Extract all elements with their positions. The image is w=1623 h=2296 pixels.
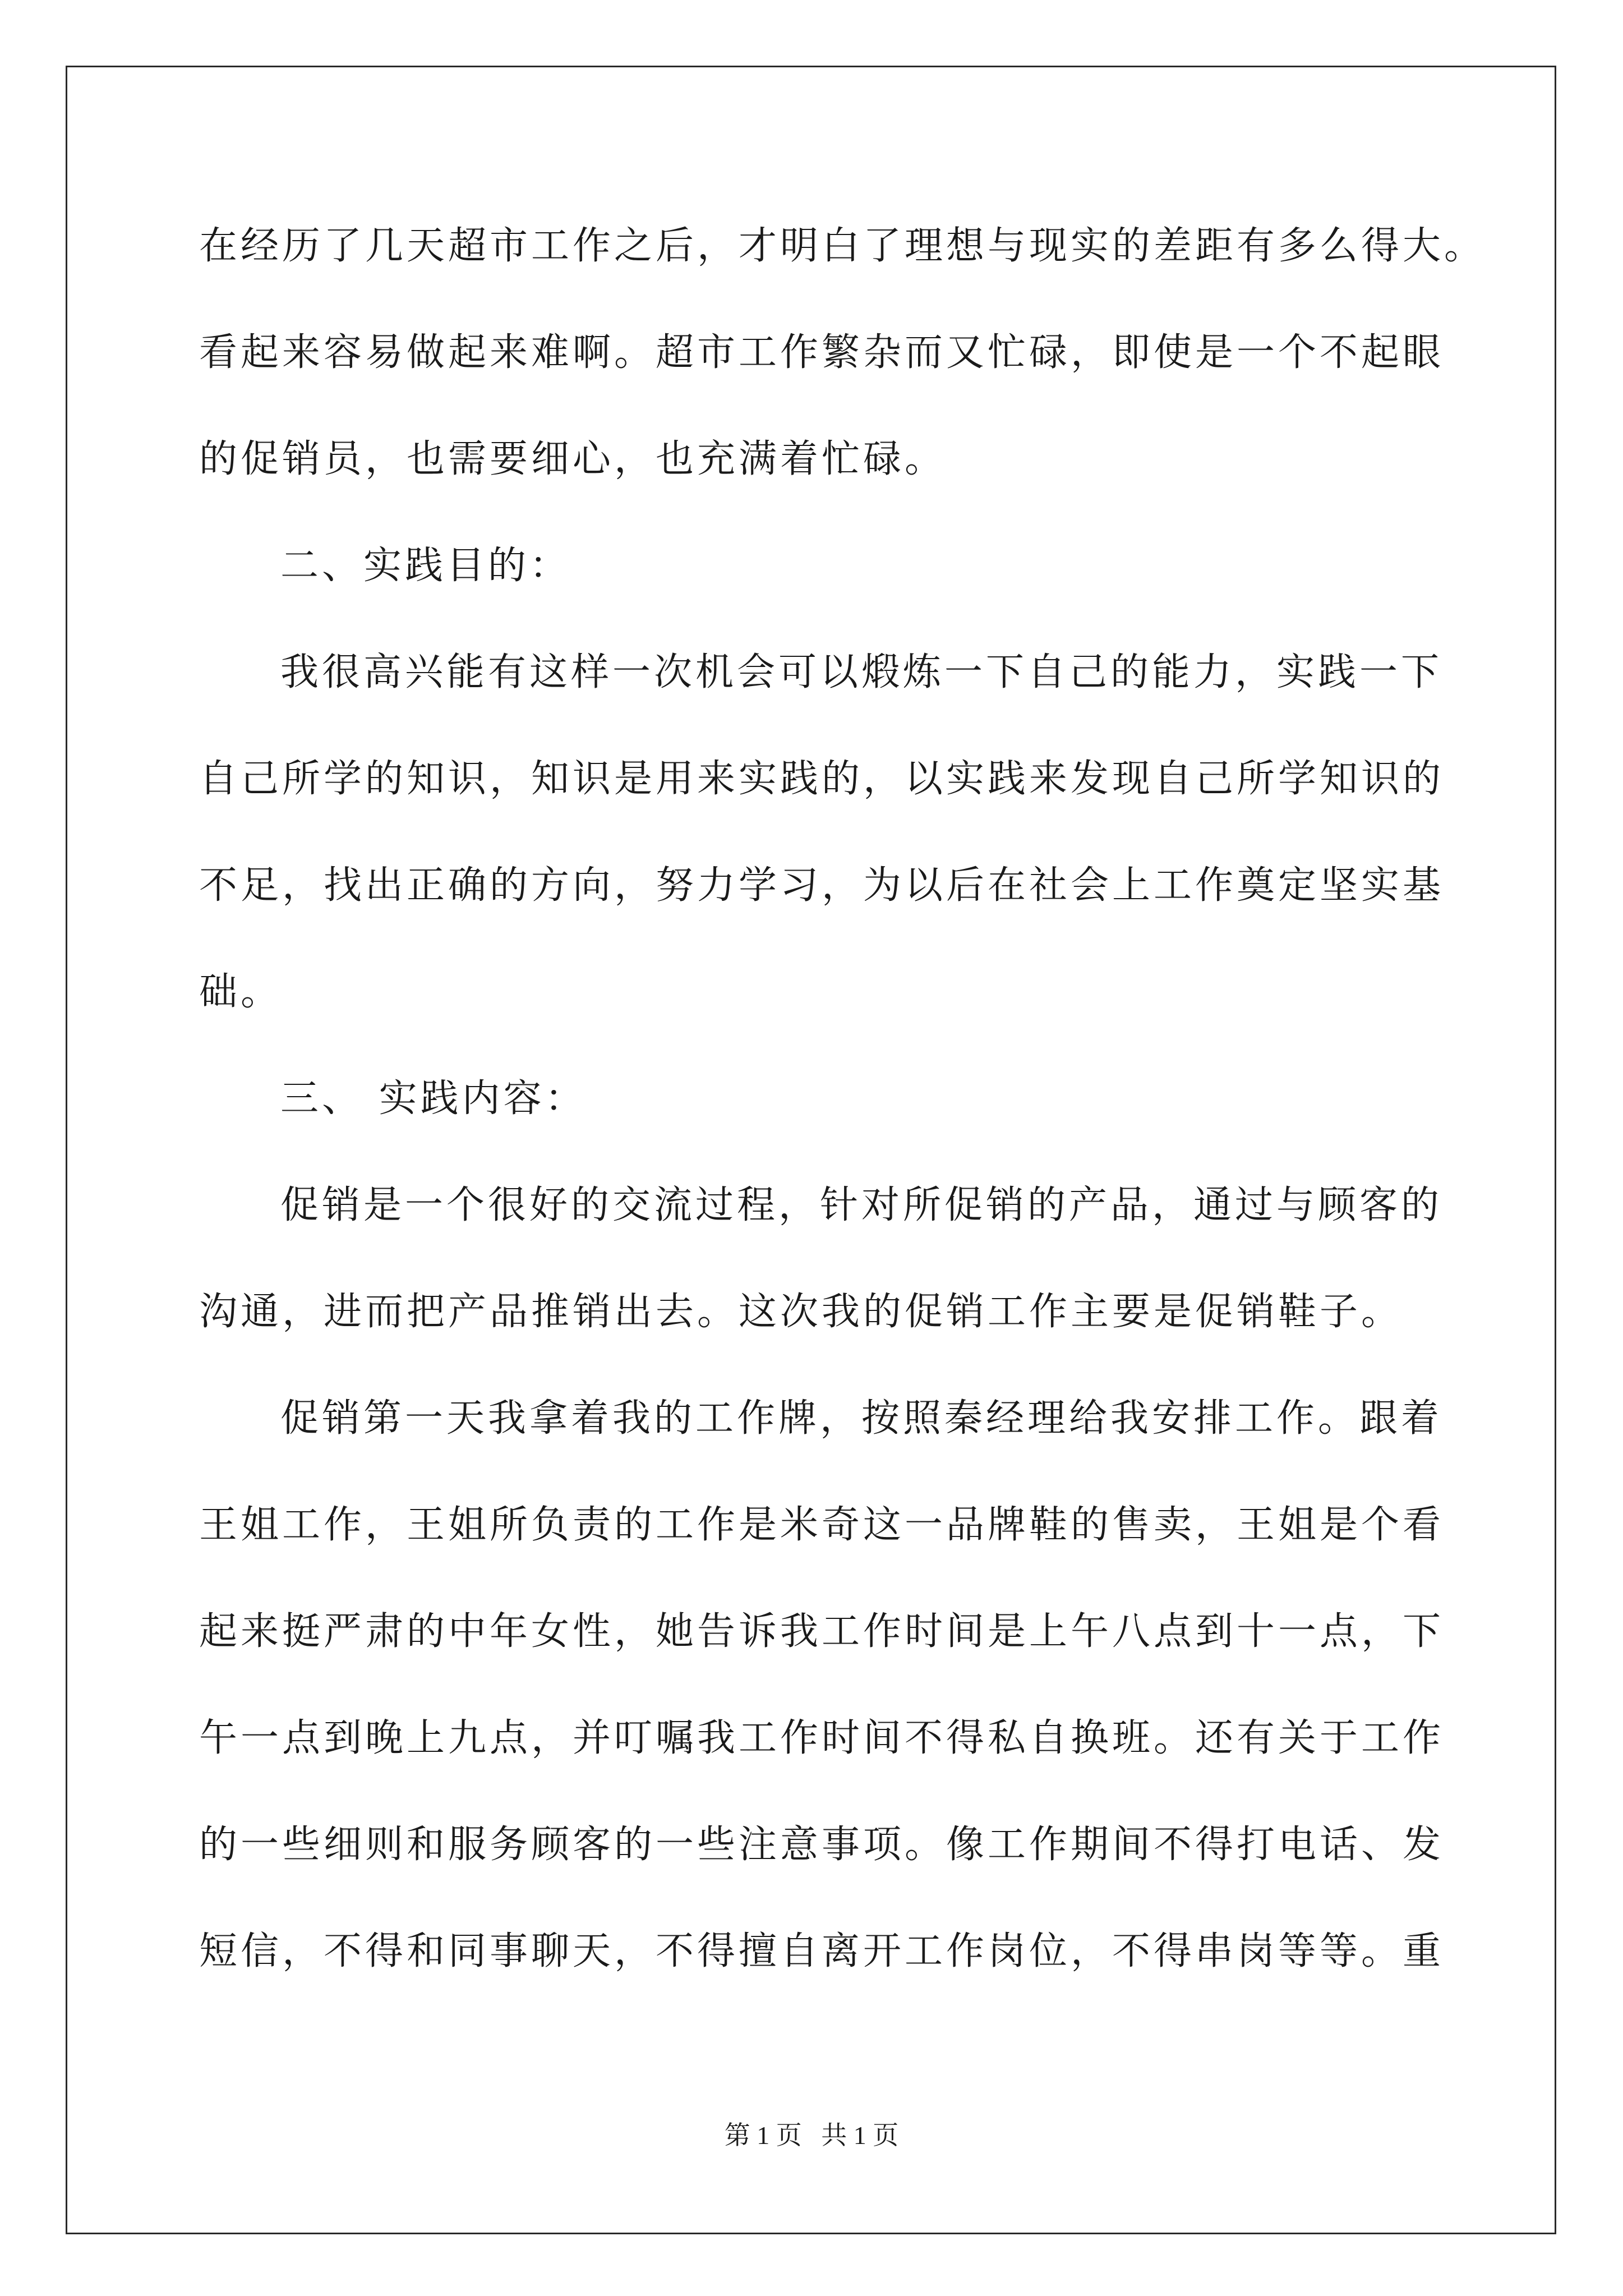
text-line-13: 王姐工作，王姐所负责的工作是米奇这一品牌鞋的售卖，王姐是个看 — [199, 1503, 1445, 1547]
text-line-3: 的促销员，也需要细心，也充满着忙碌。 — [199, 437, 947, 481]
text-line-8: 础。 — [199, 970, 283, 1014]
text-line-6: 自己所学的知识，知识是用来实践的，以实践来发现自己所学知识的 — [199, 757, 1445, 801]
section-heading-content: 三、 实践内容： — [280, 1076, 587, 1121]
text-line-14: 起来挺严肃的中年女性，她告诉我工作时间是上午八点到十一点，下 — [199, 1609, 1445, 1654]
text-line-1: 在经历了几天超市工作之后，才明白了理想与现实的差距有多么得大。 — [199, 224, 1486, 268]
text-line-5: 我很高兴能有这样一次机会可以煅炼一下自己的能力，实践一下 — [280, 650, 1443, 694]
text-line-10: 促销是一个很好的交流过程，针对所促销的产品，通过与顾客的 — [280, 1183, 1443, 1227]
text-line-11: 沟通，进而把产品推销出去。这次我的促销工作主要是促销鞋子。 — [199, 1290, 1403, 1334]
page-border — [66, 66, 1556, 2234]
text-line-17: 短信，不得和同事聊天，不得擅自离开工作岗位，不得串岗等等。重 — [199, 1929, 1445, 1973]
text-line-15: 午一点到晚上九点，并叮嘱我工作时间不得私自换班。还有关于工作 — [199, 1716, 1445, 1760]
text-line-7: 不足，找出正确的方向，努力学习，为以后在社会上工作奠定坚实基 — [199, 863, 1445, 908]
section-heading-purpose: 二、实践目的： — [280, 544, 571, 588]
text-line-12: 促销第一天我拿着我的工作牌，按照秦经理给我安排工作。跟着 — [280, 1396, 1443, 1441]
text-line-2: 看起来容易做起来难啊。超市工作繁杂而又忙碌，即使是一个不起眼 — [199, 330, 1445, 375]
page-number-footer: 第 1 页 共 1 页 — [724, 2121, 899, 2150]
text-line-16: 的一些细则和服务顾客的一些注意事项。像工作期间不得打电话、发 — [199, 1823, 1445, 1867]
